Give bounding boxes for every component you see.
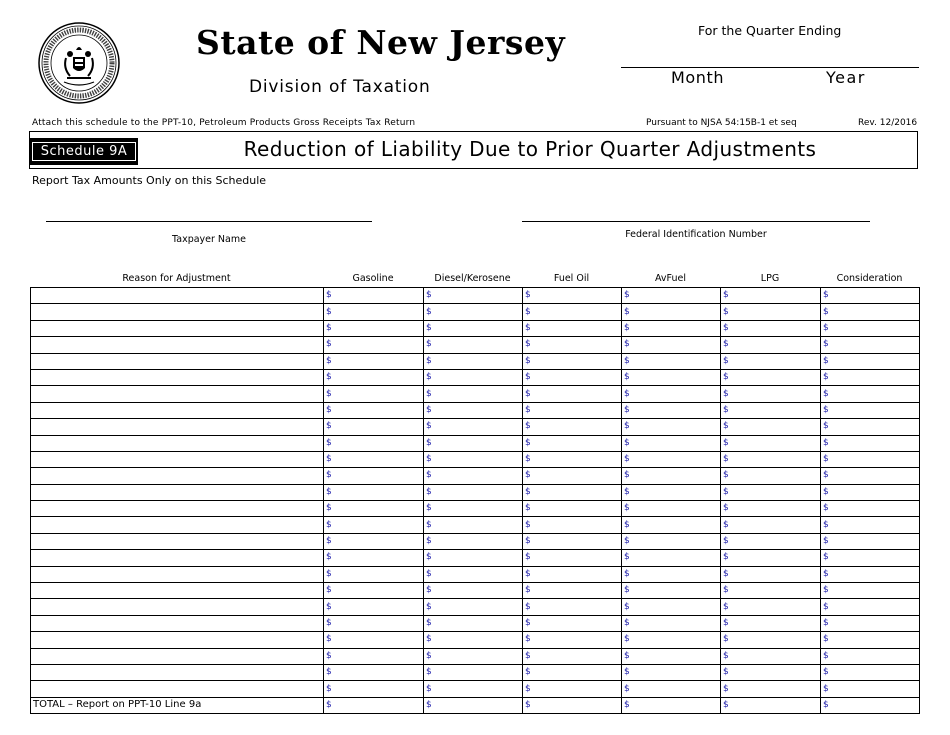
fuel-oil-amount-input[interactable]: $	[523, 402, 622, 418]
lpg-amount-input[interactable]: $	[721, 369, 821, 385]
diesel-kerosene-amount-input[interactable]: $	[424, 550, 523, 566]
total-lpg-amount-input[interactable]: $	[721, 697, 821, 713]
avfuel-amount-input[interactable]: $	[622, 451, 721, 467]
table-row	[31, 664, 920, 680]
reason-input[interactable]	[31, 288, 324, 304]
lpg-amount-input[interactable]: $	[721, 435, 821, 451]
lpg-amount-input[interactable]: $	[721, 681, 821, 697]
lpg-amount-input[interactable]: $	[721, 288, 821, 304]
reason-input[interactable]	[31, 517, 324, 533]
column-header-reason: Reason for Adjustment	[122, 273, 231, 284]
avfuel-amount-input[interactable]: $	[622, 402, 721, 418]
lpg-amount-input[interactable]: $	[721, 468, 821, 484]
avfuel-amount-input[interactable]: $	[622, 337, 721, 353]
gasoline-amount-input[interactable]: $	[324, 435, 424, 451]
consideration-amount-input[interactable]: $	[821, 402, 920, 418]
avfuel-amount-input[interactable]: $	[622, 664, 721, 680]
column-header-gasoline: Gasoline	[352, 273, 394, 284]
table-row	[31, 583, 920, 599]
diesel-kerosene-amount-input[interactable]: $	[424, 304, 523, 320]
gasoline-amount-input[interactable]: $	[324, 402, 424, 418]
table-row	[31, 320, 920, 336]
lpg-amount-input[interactable]: $	[721, 566, 821, 582]
fuel-oil-amount-input[interactable]: $	[523, 353, 622, 369]
lpg-amount-input[interactable]: $	[721, 533, 821, 549]
avfuel-amount-input[interactable]: $	[622, 288, 721, 304]
gasoline-amount-input[interactable]: $	[324, 369, 424, 385]
fuel-oil-amount-input[interactable]: $	[523, 533, 622, 549]
avfuel-amount-input[interactable]: $	[622, 550, 721, 566]
quarter-ending-field[interactable]	[621, 67, 919, 68]
reason-input[interactable]	[31, 484, 324, 500]
gasoline-amount-input[interactable]: $	[324, 468, 424, 484]
diesel-kerosene-amount-input[interactable]: $	[424, 517, 523, 533]
avfuel-amount-input[interactable]: $	[622, 468, 721, 484]
state-title: State of New Jersey	[196, 23, 566, 62]
diesel-kerosene-amount-input[interactable]: $	[424, 288, 523, 304]
table-row	[31, 599, 920, 615]
gasoline-amount-input[interactable]: $	[324, 664, 424, 680]
avfuel-amount-input[interactable]: $	[622, 583, 721, 599]
lpg-amount-input[interactable]: $	[721, 664, 821, 680]
reason-input[interactable]	[31, 648, 324, 664]
reason-input[interactable]	[31, 664, 324, 680]
fuel-oil-amount-input[interactable]: $	[523, 288, 622, 304]
fuel-oil-amount-input[interactable]: $	[523, 435, 622, 451]
lpg-amount-input[interactable]: $	[721, 402, 821, 418]
gasoline-amount-input[interactable]: $	[324, 632, 424, 648]
consideration-amount-input[interactable]: $	[821, 566, 920, 582]
fuel-oil-amount-input[interactable]: $	[523, 484, 622, 500]
diesel-kerosene-amount-input[interactable]: $	[424, 484, 523, 500]
form-title: Reduction of Liability Due to Prior Quarter Adjustments	[243, 137, 817, 161]
gasoline-amount-input[interactable]: $	[324, 484, 424, 500]
gasoline-amount-input[interactable]: $	[324, 386, 424, 402]
avfuel-amount-input[interactable]: $	[622, 533, 721, 549]
gasoline-amount-input[interactable]: $	[324, 550, 424, 566]
table-row	[31, 419, 920, 435]
diesel-kerosene-amount-input[interactable]: $	[424, 533, 523, 549]
lpg-amount-input[interactable]: $	[721, 320, 821, 336]
lpg-amount-input[interactable]: $	[721, 419, 821, 435]
fuel-oil-amount-input[interactable]: $	[523, 501, 622, 517]
table-row	[31, 533, 920, 549]
table-row	[31, 550, 920, 566]
reason-input[interactable]	[31, 386, 324, 402]
diesel-kerosene-amount-input[interactable]: $	[424, 566, 523, 582]
consideration-amount-input[interactable]: $	[821, 288, 920, 304]
consideration-amount-input[interactable]: $	[821, 664, 920, 680]
diesel-kerosene-amount-input[interactable]: $	[424, 468, 523, 484]
consideration-amount-input[interactable]: $	[821, 583, 920, 599]
report-only-note: Report Tax Amounts Only on this Schedule	[32, 174, 267, 187]
table-row	[31, 681, 920, 697]
diesel-kerosene-amount-input[interactable]: $	[424, 386, 523, 402]
consideration-amount-input[interactable]: $	[821, 501, 920, 517]
table-row	[31, 369, 920, 385]
consideration-amount-input[interactable]: $	[821, 353, 920, 369]
avfuel-amount-input[interactable]: $	[622, 320, 721, 336]
avfuel-amount-input[interactable]: $	[622, 369, 721, 385]
fuel-oil-amount-input[interactable]: $	[523, 648, 622, 664]
total-label: TOTAL – Report on PPT-10 Line 9a	[31, 697, 324, 713]
adjustments-table	[30, 287, 920, 714]
reason-input[interactable]	[31, 337, 324, 353]
lpg-amount-input[interactable]: $	[721, 615, 821, 631]
fuel-oil-amount-input[interactable]: $	[523, 419, 622, 435]
reason-input[interactable]	[31, 419, 324, 435]
taxpayer-name-label: Taxpayer Name	[172, 234, 246, 245]
attach-note: Attach this schedule to the PPT-10, Petroleum Products Gross Receipts Tax Return	[32, 118, 416, 128]
gasoline-amount-input[interactable]: $	[324, 517, 424, 533]
reason-input[interactable]	[31, 632, 324, 648]
reason-input[interactable]	[31, 501, 324, 517]
diesel-kerosene-amount-input[interactable]: $	[424, 648, 523, 664]
gasoline-amount-input[interactable]: $	[324, 337, 424, 353]
gasoline-amount-input[interactable]: $	[324, 451, 424, 467]
gasoline-amount-input[interactable]: $	[324, 419, 424, 435]
table-row	[31, 501, 920, 517]
total-diesel-kerosene-amount-input[interactable]: $	[424, 697, 523, 713]
lpg-amount-input[interactable]: $	[721, 550, 821, 566]
diesel-kerosene-amount-input[interactable]: $	[424, 337, 523, 353]
consideration-amount-input[interactable]: $	[821, 320, 920, 336]
avfuel-amount-input[interactable]: $	[622, 615, 721, 631]
diesel-kerosene-amount-input[interactable]: $	[424, 369, 523, 385]
lpg-amount-input[interactable]: $	[721, 583, 821, 599]
gasoline-amount-input[interactable]: $	[324, 288, 424, 304]
consideration-amount-input[interactable]: $	[821, 550, 920, 566]
quarter-ending-label: For the Quarter Ending	[698, 23, 842, 38]
gasoline-amount-input[interactable]: $	[324, 533, 424, 549]
consideration-amount-input[interactable]: $	[821, 484, 920, 500]
consideration-amount-input[interactable]: $	[821, 386, 920, 402]
avfuel-amount-input[interactable]: $	[622, 435, 721, 451]
avfuel-amount-input[interactable]: $	[622, 484, 721, 500]
lpg-amount-input[interactable]: $	[721, 599, 821, 615]
gasoline-amount-input[interactable]: $	[324, 304, 424, 320]
gasoline-amount-input[interactable]: $	[324, 599, 424, 615]
lpg-amount-input[interactable]: $	[721, 337, 821, 353]
gasoline-amount-input[interactable]: $	[324, 320, 424, 336]
reason-input[interactable]	[31, 402, 324, 418]
reason-input[interactable]	[31, 599, 324, 615]
reason-input[interactable]	[31, 566, 324, 582]
revision-note: Rev. 12/2016	[858, 118, 918, 128]
consideration-amount-input[interactable]: $	[821, 369, 920, 385]
avfuel-amount-input[interactable]: $	[622, 353, 721, 369]
division-name: Division of Taxation	[249, 77, 431, 97]
consideration-amount-input[interactable]: $	[821, 517, 920, 533]
reason-input[interactable]	[31, 550, 324, 566]
fuel-oil-amount-input[interactable]: $	[523, 304, 622, 320]
total-consideration-amount-input[interactable]: $	[821, 697, 920, 713]
fuel-oil-amount-input[interactable]: $	[523, 369, 622, 385]
consideration-amount-input[interactable]: $	[821, 451, 920, 467]
table-row	[31, 435, 920, 451]
gasoline-amount-input[interactable]: $	[324, 615, 424, 631]
diesel-kerosene-amount-input[interactable]: $	[424, 320, 523, 336]
diesel-kerosene-amount-input[interactable]: $	[424, 599, 523, 615]
consideration-amount-input[interactable]: $	[821, 468, 920, 484]
lpg-amount-input[interactable]: $	[721, 517, 821, 533]
lpg-amount-input[interactable]: $	[721, 484, 821, 500]
fuel-oil-amount-input[interactable]: $	[523, 664, 622, 680]
diesel-kerosene-amount-input[interactable]: $	[424, 402, 523, 418]
consideration-amount-input[interactable]: $	[821, 632, 920, 648]
table-row	[31, 484, 920, 500]
total-fuel-oil-amount-input[interactable]: $	[523, 697, 622, 713]
diesel-kerosene-amount-input[interactable]: $	[424, 435, 523, 451]
diesel-kerosene-amount-input[interactable]: $	[424, 583, 523, 599]
consideration-amount-input[interactable]: $	[821, 304, 920, 320]
table-row	[31, 632, 920, 648]
column-header-fuel-oil: Fuel Oil	[553, 273, 590, 284]
column-header-lpg: LPG	[760, 273, 780, 284]
fuel-oil-amount-input[interactable]: $	[523, 550, 622, 566]
table-row	[31, 468, 920, 484]
avfuel-amount-input[interactable]: $	[622, 304, 721, 320]
consideration-amount-input[interactable]: $	[821, 681, 920, 697]
gasoline-amount-input[interactable]: $	[324, 501, 424, 517]
reason-input[interactable]	[31, 583, 324, 599]
diesel-kerosene-amount-input[interactable]: $	[424, 353, 523, 369]
fuel-oil-amount-input[interactable]: $	[523, 517, 622, 533]
table-row	[31, 566, 920, 582]
reason-input[interactable]	[31, 451, 324, 467]
avfuel-amount-input[interactable]: $	[622, 501, 721, 517]
consideration-amount-input[interactable]: $	[821, 337, 920, 353]
table-row	[31, 386, 920, 402]
fuel-oil-amount-input[interactable]: $	[523, 451, 622, 467]
fuel-oil-amount-input[interactable]: $	[523, 337, 622, 353]
avfuel-amount-input[interactable]: $	[622, 386, 721, 402]
fuel-oil-amount-input[interactable]: $	[523, 599, 622, 615]
diesel-kerosene-amount-input[interactable]: $	[424, 501, 523, 517]
lpg-amount-input[interactable]: $	[721, 648, 821, 664]
table-row	[31, 648, 920, 664]
fuel-oil-amount-input[interactable]: $	[523, 583, 622, 599]
lpg-amount-input[interactable]: $	[721, 353, 821, 369]
reason-input[interactable]	[31, 304, 324, 320]
schedule-badge-label: Schedule 9A	[32, 142, 137, 161]
reason-input[interactable]	[31, 353, 324, 369]
avfuel-amount-input[interactable]: $	[622, 566, 721, 582]
consideration-amount-input[interactable]: $	[821, 648, 920, 664]
fuel-oil-amount-input[interactable]: $	[523, 566, 622, 582]
reason-input[interactable]	[31, 435, 324, 451]
table-row	[31, 304, 920, 320]
consideration-amount-input[interactable]: $	[821, 435, 920, 451]
consideration-amount-input[interactable]: $	[821, 615, 920, 631]
lpg-amount-input[interactable]: $	[721, 501, 821, 517]
total-row	[31, 697, 920, 713]
diesel-kerosene-amount-input[interactable]: $	[424, 664, 523, 680]
fuel-oil-amount-input[interactable]: $	[523, 320, 622, 336]
lpg-amount-input[interactable]: $	[721, 386, 821, 402]
avfuel-amount-input[interactable]: $	[622, 632, 721, 648]
gasoline-amount-input[interactable]: $	[324, 583, 424, 599]
reason-input[interactable]	[31, 615, 324, 631]
statute-note: Pursuant to NJSA 54:15B-1 et seq	[646, 118, 797, 128]
avfuel-amount-input[interactable]: $	[622, 419, 721, 435]
lpg-amount-input[interactable]: $	[721, 451, 821, 467]
diesel-kerosene-amount-input[interactable]: $	[424, 419, 523, 435]
fein-field[interactable]	[522, 221, 870, 222]
fuel-oil-amount-input[interactable]: $	[523, 681, 622, 697]
column-header-avfuel: AvFuel	[654, 273, 686, 284]
diesel-kerosene-amount-input[interactable]: $	[424, 681, 523, 697]
reason-input[interactable]	[31, 468, 324, 484]
diesel-kerosene-amount-input[interactable]: $	[424, 451, 523, 467]
total-avfuel-amount-input[interactable]: $	[622, 697, 721, 713]
table-row	[31, 615, 920, 631]
table-row	[31, 402, 920, 418]
reason-input[interactable]	[31, 533, 324, 549]
table-row	[31, 451, 920, 467]
table-row	[31, 517, 920, 533]
table-row	[31, 337, 920, 353]
column-header-diesel-kerosene: Diesel/Kerosene	[434, 273, 511, 284]
avfuel-amount-input[interactable]: $	[622, 517, 721, 533]
avfuel-amount-input[interactable]: $	[622, 648, 721, 664]
avfuel-amount-input[interactable]: $	[622, 681, 721, 697]
table-row	[31, 353, 920, 369]
fuel-oil-amount-input[interactable]: $	[523, 468, 622, 484]
taxpayer-name-field[interactable]	[46, 221, 372, 222]
year-label: Year	[826, 68, 866, 87]
total-gasoline-amount-input[interactable]: $	[324, 697, 424, 713]
diesel-kerosene-amount-input[interactable]: $	[424, 615, 523, 631]
gasoline-amount-input[interactable]: $	[324, 353, 424, 369]
lpg-amount-input[interactable]: $	[721, 304, 821, 320]
fuel-oil-amount-input[interactable]: $	[523, 386, 622, 402]
reason-input[interactable]	[31, 320, 324, 336]
consideration-amount-input[interactable]: $	[821, 599, 920, 615]
reason-input[interactable]	[31, 369, 324, 385]
fuel-oil-amount-input[interactable]: $	[523, 632, 622, 648]
fein-label: Federal Identification Number	[625, 229, 767, 240]
reason-input[interactable]	[31, 681, 324, 697]
lpg-amount-input[interactable]: $	[721, 632, 821, 648]
nj-state-seal-icon	[38, 22, 120, 104]
fuel-oil-amount-input[interactable]: $	[523, 615, 622, 631]
consideration-amount-input[interactable]: $	[821, 419, 920, 435]
consideration-amount-input[interactable]: $	[821, 533, 920, 549]
diesel-kerosene-amount-input[interactable]: $	[424, 632, 523, 648]
avfuel-amount-input[interactable]: $	[622, 599, 721, 615]
table-row	[31, 288, 920, 304]
gasoline-amount-input[interactable]: $	[324, 648, 424, 664]
gasoline-amount-input[interactable]: $	[324, 681, 424, 697]
gasoline-amount-input[interactable]: $	[324, 566, 424, 582]
schedule-badge	[30, 138, 138, 165]
month-label: Month	[671, 68, 725, 87]
column-header-consideration: Consideration	[836, 273, 903, 284]
